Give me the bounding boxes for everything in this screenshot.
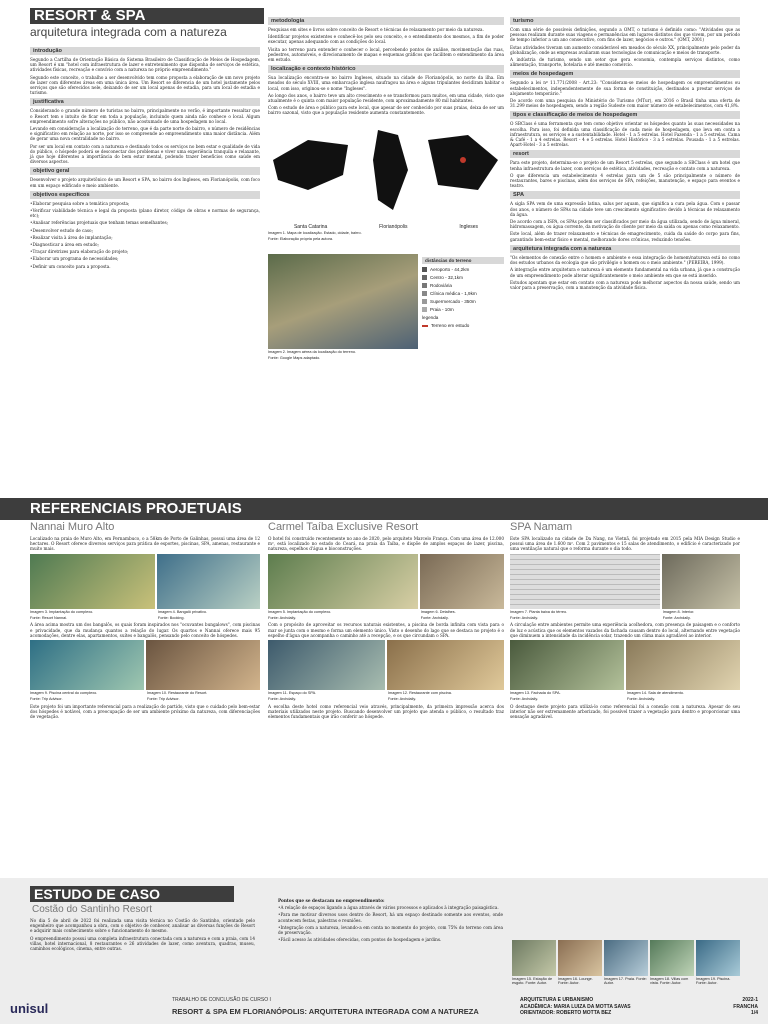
legend-item: Praia - 10m: [422, 306, 504, 314]
figure-caption: Imagem 19. Piscina. Fonte: Autor.: [696, 977, 731, 986]
paragraph: Levando em consideração a localização do terreno, que é da parte norte do bairro, o número de residências e significativo em relação ao norte, por isso se compreende ao empreendimento uma maior distância. Além de gerar uma nova centralidade no bairro.: [30, 126, 260, 142]
ref2-photo-a: [268, 554, 418, 609]
map-label: Ingleses: [459, 223, 479, 230]
paragraph: De acordo com uma pesquisa do Ministério do Turismo (MTur), em 2016 o Brasil tinha uma oferta de 31.299 meios de hospedagem, sendo a região Sudeste com maior número de estabelecimentos, com 41,8%.: [510, 98, 740, 109]
figure-caption: Imagem 7. Planta baixa do térreo.: [510, 609, 568, 614]
aerial-block: [268, 254, 504, 349]
footer-student: ACADÊMICA: MARIA LUIZA DA MOTTA SAVAS: [520, 1003, 631, 1010]
map-silhouettes: [268, 120, 504, 220]
paragraph: A circulação entre ambientes permite uma experiência acolhedora, com presença de paisagem e o conforto de luz e acústica que os elementos vazados da fachada causam dentro do local, alternando entre vegetação que diminuem a intensidade da incidência solar, trazendo um clima mais agradável ao interior.: [510, 622, 740, 638]
section-heading-especificos: objetivos específicos: [30, 191, 260, 199]
footer-course: ARQUITETURA E URBANISMO: [520, 997, 594, 1003]
paragraph: A indústria de turismo, sendo um setor que gera economia, contempla serviços distintos, como alimentação, transporte, hotelaria e até mesmo comércio.: [510, 57, 740, 68]
section-heading-meios: meios de hospedagem: [510, 70, 740, 78]
figure-source: Fonte: Trip Advisor.: [147, 697, 180, 702]
map-labels: [268, 224, 504, 230]
site-marker: [460, 157, 466, 163]
ref2-images-2: [268, 640, 504, 690]
ref2-images: [268, 554, 504, 609]
paragraph: "Os elementos de conexão entre o homem e ambiente e essa integração de homem/natureza está no como dos estudos urbanos da ecologia que são privilégio o homem ou o meio ambiente." (PEREIRA, 1999).: [510, 254, 740, 266]
ref1-photo-a: [30, 554, 155, 609]
ref1-photo-c: [30, 640, 144, 690]
ref1-photo-d: [146, 640, 260, 690]
poster-subtitle: arquitetura integrada com a natureza: [30, 25, 227, 39]
paragraph: Com o estudo de área e público para este local, que apesar de ser conhecido por suas praias, deixa de ser um bairro sazonal, visto que a população residente aumenta constantemente.: [268, 105, 504, 116]
figure-caption: Imagem 15. Estação de esgoto. Fonte: Autor.: [512, 977, 553, 986]
map-label: Santa Catarina: [293, 223, 328, 230]
paragraph: A escolha deste hotel como referencial veio através, principalmente, da primeira impressão acerca dos materiais utilizados neste projeto. Buscando desenvolver um projeto que atenda o público, o resultado traz elementos fundamentais que irão conferir ao hóspede.: [268, 703, 504, 720]
paragraph: Segundo a lei nº 11.771/2008 - Art.23: "Consideram-se meios de hospedagem os empreendimentos ou estabelecimentos, independentemente de sua forma de constituição, destinados a prestar serviços de alojamento temporário.": [510, 80, 740, 96]
referenciais-band: [0, 498, 768, 520]
ref3-photo-b: [662, 554, 740, 609]
case-study-photos: [512, 940, 744, 988]
paragraph: Este SPA localizado na cidade de Da Nang, no Vietnã, foi projetado em 2015 pela MIA Design Studio e possui uma área de 1.600 m². Com 2 pavimentos e 15 salas de atendimento, o edifício é caracterizado por uma ventilação natural que o reforma durante o dia todo.: [510, 536, 740, 552]
footer-meta: [718, 997, 758, 1017]
island-shape: [373, 130, 408, 210]
column-turismo: [510, 14, 740, 292]
paragraph: Identificar projetos existentes e conhecê-los pelo seu conceito, e o entendimento dos mesmos, a fim de poder executar, apenas adequando com as condições do local.: [268, 34, 504, 45]
list-item: •Elaborar pesquisa sobre a temática proposta;: [30, 200, 130, 206]
figure-caption: Imagem 9. Piscina central do complexo.: [30, 691, 98, 696]
legend-item: Supermercado - 350m: [422, 298, 504, 306]
section-heading-arquitetura: arquitetura integrada com a natureza: [510, 245, 740, 253]
footer-credits: [520, 997, 631, 1017]
band-title: REFERENCIAIS PROJETUAIS: [30, 500, 242, 517]
column-intro: [30, 44, 260, 271]
figure-source: Fonte: Archdaily.: [662, 616, 691, 621]
figure-caption: Imagem 12. Restaurante com piscina.: [388, 691, 452, 696]
ref3-column: [510, 536, 740, 721]
legend-item: Aeroporto - 44,2km: [422, 266, 504, 274]
figure-caption: Imagem 13. Fachada do SPA.: [510, 691, 561, 696]
ref3-title: SPA Namam: [510, 521, 573, 533]
ref2-photo-d: [387, 640, 504, 690]
paragraph: Por ser um local em contato com a natureza e destinado todos os serviços no bem estar e qualidade de vida do público, o hóspede poderá se desconectar dos problemas e viver uma experiência tranquila e relaxante, já que hoje diferentes a importância do bem estar mental, podendo trazer benefícios como saúde em diversos aspectos.: [30, 143, 260, 165]
ref3-images: [510, 554, 740, 609]
case-study-title: ESTUDO DE CASO: [30, 886, 234, 902]
ref3-floorplan: [510, 554, 660, 609]
figure-caption: Imagem 4. Bangalô privativo.: [157, 609, 208, 614]
legend-item: Terreno em estudo: [422, 322, 504, 330]
distance-legend: [422, 254, 504, 349]
figure-caption: Imagem 3. Implantação do complexo.: [30, 609, 94, 614]
figure-source: Fonte: Archdaily.: [268, 697, 296, 702]
section-heading-localizacao: localização e contexto histórico: [268, 65, 504, 73]
list-item: •Traçar diretrizes para elaboração do projeto;: [30, 249, 129, 255]
list-item: •Desenvolver estudo de caso;: [30, 227, 93, 233]
paragraph: Estudos apontam que estar em contato com a natureza pode melhorar aspectos da nossa saúde, sendo um valor para a preservação, com a manutenção da atividade física.: [510, 279, 740, 290]
ref1-images: [30, 554, 260, 609]
points-title: Pontos que se destacam no empreendimento:: [278, 898, 385, 903]
ref2-photo-b: [420, 554, 504, 609]
paragraph: A sigla SPA vem de uma expressão latina, salus per aquam, que significa a cura pela água. Com o passar dos anos, o número de SPAs na cidade teve um crescimento significativo devido à técnicas de relaxamento da água.: [510, 201, 740, 217]
figure-caption: Imagem 18. Villas com vista. Fonte: Autor.: [650, 977, 689, 986]
paragraph: Com o propósito de aproveitar os recursos naturais existentes, a piscina de borda infinita com vista para o mar se junta com o mesmo e forma um elemento único. Visto o desenho do lago que se destaca no projeto é o espelho d'água que acompanha o caminho até a recepção, e os que circundam o SPA.: [268, 622, 504, 638]
list-item: •Analisar referências projetuais que tenham temas semelhantes;: [30, 220, 169, 226]
figure-caption: Imagem 17. Praia. Fonte: Autor.: [604, 977, 647, 986]
list-item: •Diagnosticar a área em estudo;: [30, 242, 99, 248]
paragraph: Localizado na praia de Muro Alto, em Pernambuco, o a 58km de Porto de Galinhas, possui uma área de 12 hectares. O Resort oferece diversos serviços para prática de esportes, piscinas, SPA, amenas, restaurante e muito mais.: [30, 536, 260, 552]
footer-page: 1/4: [751, 1010, 758, 1016]
figure-caption: Imagem 5. Implantação do complexo.: [268, 609, 332, 614]
figure-source: Fonte: Archdaily.: [510, 616, 538, 621]
case-study-text: [30, 918, 255, 953]
list-item: •Integração com a natureza, levando-a em conta no momento do projeto, com 75% do terreno com área de preservação.: [278, 924, 503, 936]
paragraph: Visita ao terreno para entender e conhecer o local, percebendo pontos de análise, movimentação das ruas, pedestres, automóveis, e direcionamento de mapas e esquemas gráficos que facilitem o entendimento da área em estudo.: [268, 46, 504, 63]
figure-caption: Imagem 11. Espaço do SPA.: [268, 691, 317, 696]
section-heading-metodologia: metodologia: [268, 17, 504, 25]
figure-source: Fonte: Resort Nannai.: [30, 616, 68, 621]
paragraph: De acordo com a ISPA, os SPAs podem ser classificados por meio da água utilizada, sendo de água mineral, hidromassagem, ou água corrente, da motivação do cliente por meio da saída ou apenas como relaxamento.: [510, 219, 740, 230]
figure-source: Fonte: Archdaily.: [268, 616, 296, 621]
figure-caption: Imagem 10. Restaurante do Resort.: [147, 691, 208, 696]
legend-item: Centro - 32,1km: [422, 274, 504, 282]
ref3-photo-d: [626, 640, 740, 690]
figure-source: Fonte: Trip Advisor.: [30, 697, 63, 702]
paragraph: Sua localização encontra-se no bairro Ingleses, situado na cidade de Florianópolis, no norte da ilha. Em meados do século XVIII, uma embarcação inglesa naufragou na área e alguns tripulantes decidiram habitar o local, com isso, originou-se o nome "Ingleses".: [268, 75, 504, 91]
ref1-images-2: [30, 640, 260, 690]
unisul-logo: unisul: [10, 1001, 49, 1016]
section-heading-objetivo: objetivo geral: [30, 167, 260, 175]
section-heading-justificativa: justificativa: [30, 98, 260, 106]
site-line-icon: [422, 325, 428, 327]
list-item: •Realizar visita à área de implantação;: [30, 234, 113, 240]
paragraph: O que diferencia um estabelecimento 4 estrelas para um de 5 são principalmente o número de restaurantes, bares e piscinas, além dos serviços de SPA, refeições, manutenção, e espaço para eventos e teatro.: [510, 172, 740, 189]
clinic-icon: [422, 291, 427, 296]
case-photo: [696, 940, 740, 976]
footer-advisor: ORIENTADOR: ROBERTO MOTTA BEZ: [520, 1010, 612, 1016]
figure-caption: Imagem 1. Mapa de localização. Estado, cidade, bairro.: [268, 230, 362, 235]
figure-caption: Imagem 2. Imagem aérea da localização do terreno.: [268, 349, 357, 354]
figure-caption: Imagem 16. Lounge. Fonte: Autor.: [558, 977, 593, 986]
section-heading-intro: introdução: [30, 47, 260, 55]
bus-icon: [422, 283, 427, 288]
figure-source: Fonte: Archdaily.: [510, 697, 538, 702]
paragraph: Considerando o grande número de turistas no bairro, principalmente no verão, é importante ressaltar que o Resort tem o intuito de ficar em toda a população, incluindo quem ainda não conhece o local. Algum empreendimento sofre alterações no público, não acostumado de uma hospedagem no local.: [30, 108, 260, 124]
column-metodologia: [268, 14, 504, 362]
ref3-images-2: [510, 640, 740, 690]
center-icon: [422, 275, 427, 280]
footer-year: 2022-1: [742, 997, 758, 1003]
section-heading-spa: SPA: [510, 191, 740, 199]
section-heading-turismo: turismo: [510, 17, 740, 25]
paragraph: A área acima mostra um dos bangalôs, os quais foram inspirados nos "ocuvantes bungalows", com piscinas e privacidade, que da mudança quantos a relação do lugar. Os quartos e Nannai oferece mais 95 acomodações, dentre elas, apartamentos, suítes e bangalôs, pensando pelo conceito de hóspedes.: [30, 622, 260, 638]
paragraph: Desenvolver o projeto arquitetônico de um Resort e SPA, no bairro dos Ingleses, em Florianópolis, com foco em um espaço edificado e meio ambiente.: [30, 177, 260, 188]
list-item: •Para me motivar diversos usos dentro do Resort, há um espaço destinado somente aos eventos, onde acontecem festas, palestras e reuniões.: [278, 912, 503, 923]
paragraph: O empreendimento possui uma completa infraestrutura conectada com a natureza e com a praia, com 14 villas, hotel internacional, 8 restaurantes e 26 atividades de lazer, como aventura, quadras, museu, caminhos ecológicos, cinema, entre outras.: [30, 935, 255, 952]
paragraph: Segundo este conceito, o trabalho a ser desenvolvido tem como proposta a elaboração de um novo projeto de lazer com diferentes áreas em uma única área. Um Resort se diferencia de um hotel justamente pelos serviços que são oferecidos nele, deixando de ser um local apenas de estadia, para um local de estadia e turismo.: [30, 74, 260, 96]
footer-city: FRANCHA: [733, 1003, 758, 1010]
figure-caption: Imagem 6. Detalhes.: [420, 609, 456, 614]
case-photo: [512, 940, 556, 976]
objectives-list: [30, 201, 260, 269]
ref2-title: Carmel Taíba Exclusive Resort: [268, 521, 419, 533]
paragraph: Segundo a Cartilha de Orientação Básica do Sistema Brasileiro de Classificação de Meios de Hospedagem, um Resort é um "hotel com infraestrutura de lazer e entretenimento que disponha de serviços de estética, atividades físicas, recreação e convívio com a natureza no próprio empreendimento.": [30, 57, 260, 73]
legend-item: Rodoviária: [422, 282, 504, 290]
list-item: •Verificar viabilidade técnica e legal da proposta (plano diretor, código de obras e normas de segurança, etc);: [30, 208, 260, 219]
figure-source: Fonte: Archdaily.: [388, 697, 416, 702]
paragraph: Pesquisas em sites e livros sobre conceito de Resort e técnicas de relaxamento por meio da natureza.: [268, 27, 484, 32]
section-heading-tipos: tipos e classificação de meios de hospedagem: [510, 111, 740, 119]
figure-source: Fonte: Archdaily.: [420, 616, 449, 621]
footer-center: [172, 997, 479, 1016]
legend-title: distâncias do terreno: [422, 257, 504, 264]
figure-source: Fonte: Booking.: [157, 616, 185, 621]
list-item: •Elaborar um programa de necessidades;: [30, 256, 119, 262]
ref2-column: [268, 536, 504, 721]
ref2-photo-c: [268, 640, 385, 690]
airport-icon: [422, 267, 427, 272]
paragraph: O hotel foi construído recentemente no ano de 2020, pelo arquiteto Marcelo França. Com uma área de 12.000 m², está localizado no estado do Ceará, na praia da Taíba, e dispõe de amplos espaços de lazer, piscina, natureza, espelhos d'água e bioconstruções.: [268, 536, 504, 552]
case-photo: [558, 940, 602, 976]
ref3-photo-c: [510, 640, 624, 690]
paragraph: Estas atividades tiveram um aumento considerável em meados do século XX, principalmente pelo poder da globalização, onde as empresas avaliaram suas tecnologias de comunicação e meios de transporte.: [510, 44, 740, 55]
ref1-title: Nannai Muro Alto: [30, 521, 115, 533]
market-icon: [422, 299, 427, 304]
figure-caption: Imagem 14. Sala de atendimento.: [627, 691, 684, 696]
paragraph: O SBClass é uma ferramenta que tem como objetivo orientar os hóspedes quanto às suas necessidades na escolha. Para isso, foi definida uma classificação de cada meio de hospedagem, que leva em conta a infraestrutura, os serviços e a sustentabilidade. Hotel - 1 a 5 estrelas. Hotel Fazenda - 1 a 5 estrelas. Cama & Café - 1 a 4 estrelas. Resort - 4 e 5 estrelas. Hotel Histórico - 3 a 5 estrelas. Pousada - 1 a 5 estrelas. Apart-Hotel - 3 a 5 estrelas.: [510, 121, 740, 148]
paragraph: O destaque deste projeto para utilizá-lo como referencial foi a conexão com a natureza. Apesar do seu interior não ser extremamente arborizado, foi possível trazer a vegetação para dentro e proporcionar uma sensação agradável.: [510, 703, 740, 720]
footer-project-title: RESORT & SPA EM FLORIANÓPOLIS: ARQUITETURA INTEGRADA COM A NATUREZA: [172, 1007, 479, 1016]
beach-icon: [422, 307, 427, 312]
case-photo: [650, 940, 694, 976]
paragraph: Este local, além de trazer relaxamento e técnicas de emagrecimento, cuida da saúde do corpo para fins, garantindo bem-estar físico e mental, melhorando dores crônicas, reduzindo tensões.: [510, 231, 740, 242]
footer-line: TRABALHO DE CONCLUSÃO DE CURSO I: [172, 997, 271, 1003]
paragraph: Para este projeto, determina-se o projeto de um Resort 5 estrelas, que segundo a SBClass é um hotel que tenha infraestrutura de lazer, com serviços de estética, atividades, recreação e contato com a natureza.: [510, 160, 740, 171]
list-item: •A relação de espaços ligando a água através de vários processos e aplicados à integração paisagística.: [278, 905, 499, 911]
case-photo: [604, 940, 648, 976]
aerial-photo: [268, 254, 418, 349]
state-shape: [273, 140, 348, 190]
figure-source: Fonte: Google Maps adaptado.: [268, 356, 321, 361]
map-label: Florianópolis: [379, 223, 408, 230]
case-study-points: [278, 898, 503, 944]
paragraph: Ao longo dos anos, o bairro teve um alto crescimento e se transformou para muitos, em uma cidade, visto que atualmente é o quinta com maior população residente, com aproximadamente 80 mil habitantes.: [268, 92, 504, 104]
ref1-column: [30, 536, 260, 721]
poster-title: RESORT & SPA: [30, 8, 264, 24]
paragraph: A integração entre arquitetura e natureza é um elemento fundamental na vida urbana, já que a construção de um empreendimento pode alterar significantemente o meio ambiente em que se está inserido.: [510, 267, 740, 278]
legend-item: Clínica médica - 1,9km: [422, 290, 504, 298]
list-item: •Definir um conceito para a proposta.: [30, 263, 111, 269]
figure-caption: Imagem 8. Interior.: [662, 609, 695, 614]
section-heading-resort: resort: [510, 150, 740, 158]
location-map: [268, 120, 504, 250]
paragraph: Com uma série de possíveis definições, segundo a OMT, o turismo é definido como: "Atividades que as pessoas realizam durante suas viagens e permanências em lugares distintos dos que vivem, por um período de tempo inferior a um ano consecutivo, com fins de lazer, negócios e outros." (OMT, 2001): [510, 27, 740, 43]
paragraph: Este projeto foi um importante referencial para a realização do partido, visto que o cuidado pelo bem-estar dos hóspedes é notável, com a preocupação de ser um ambiente próximo da natureza, com diferenciações de vegetação.: [30, 703, 260, 720]
legend-item: legenda: [422, 314, 439, 320]
figure-source: Fonte: Archdaily.: [627, 697, 655, 702]
case-study-subtitle: Costão do Santinho Resort: [32, 904, 153, 915]
paragraph: No dia 5 de abril de 2022 foi realizada uma visita técnica no Costão do Santinho, orientado pelo engenheiro que acompanhou a obra, com o objetivo de conhecer, analisar as diversas funções do Resort e adquirir mais conhecimento sobre o funcionamento do mesmo.: [30, 918, 255, 934]
figure-source: Fonte: Elaboração própria pela autora.: [268, 237, 334, 242]
list-item: •Fácil acesso às atividades oferecidas, com pontos de hospedagem e jardins.: [278, 937, 442, 943]
ref1-photo-b: [157, 554, 260, 609]
